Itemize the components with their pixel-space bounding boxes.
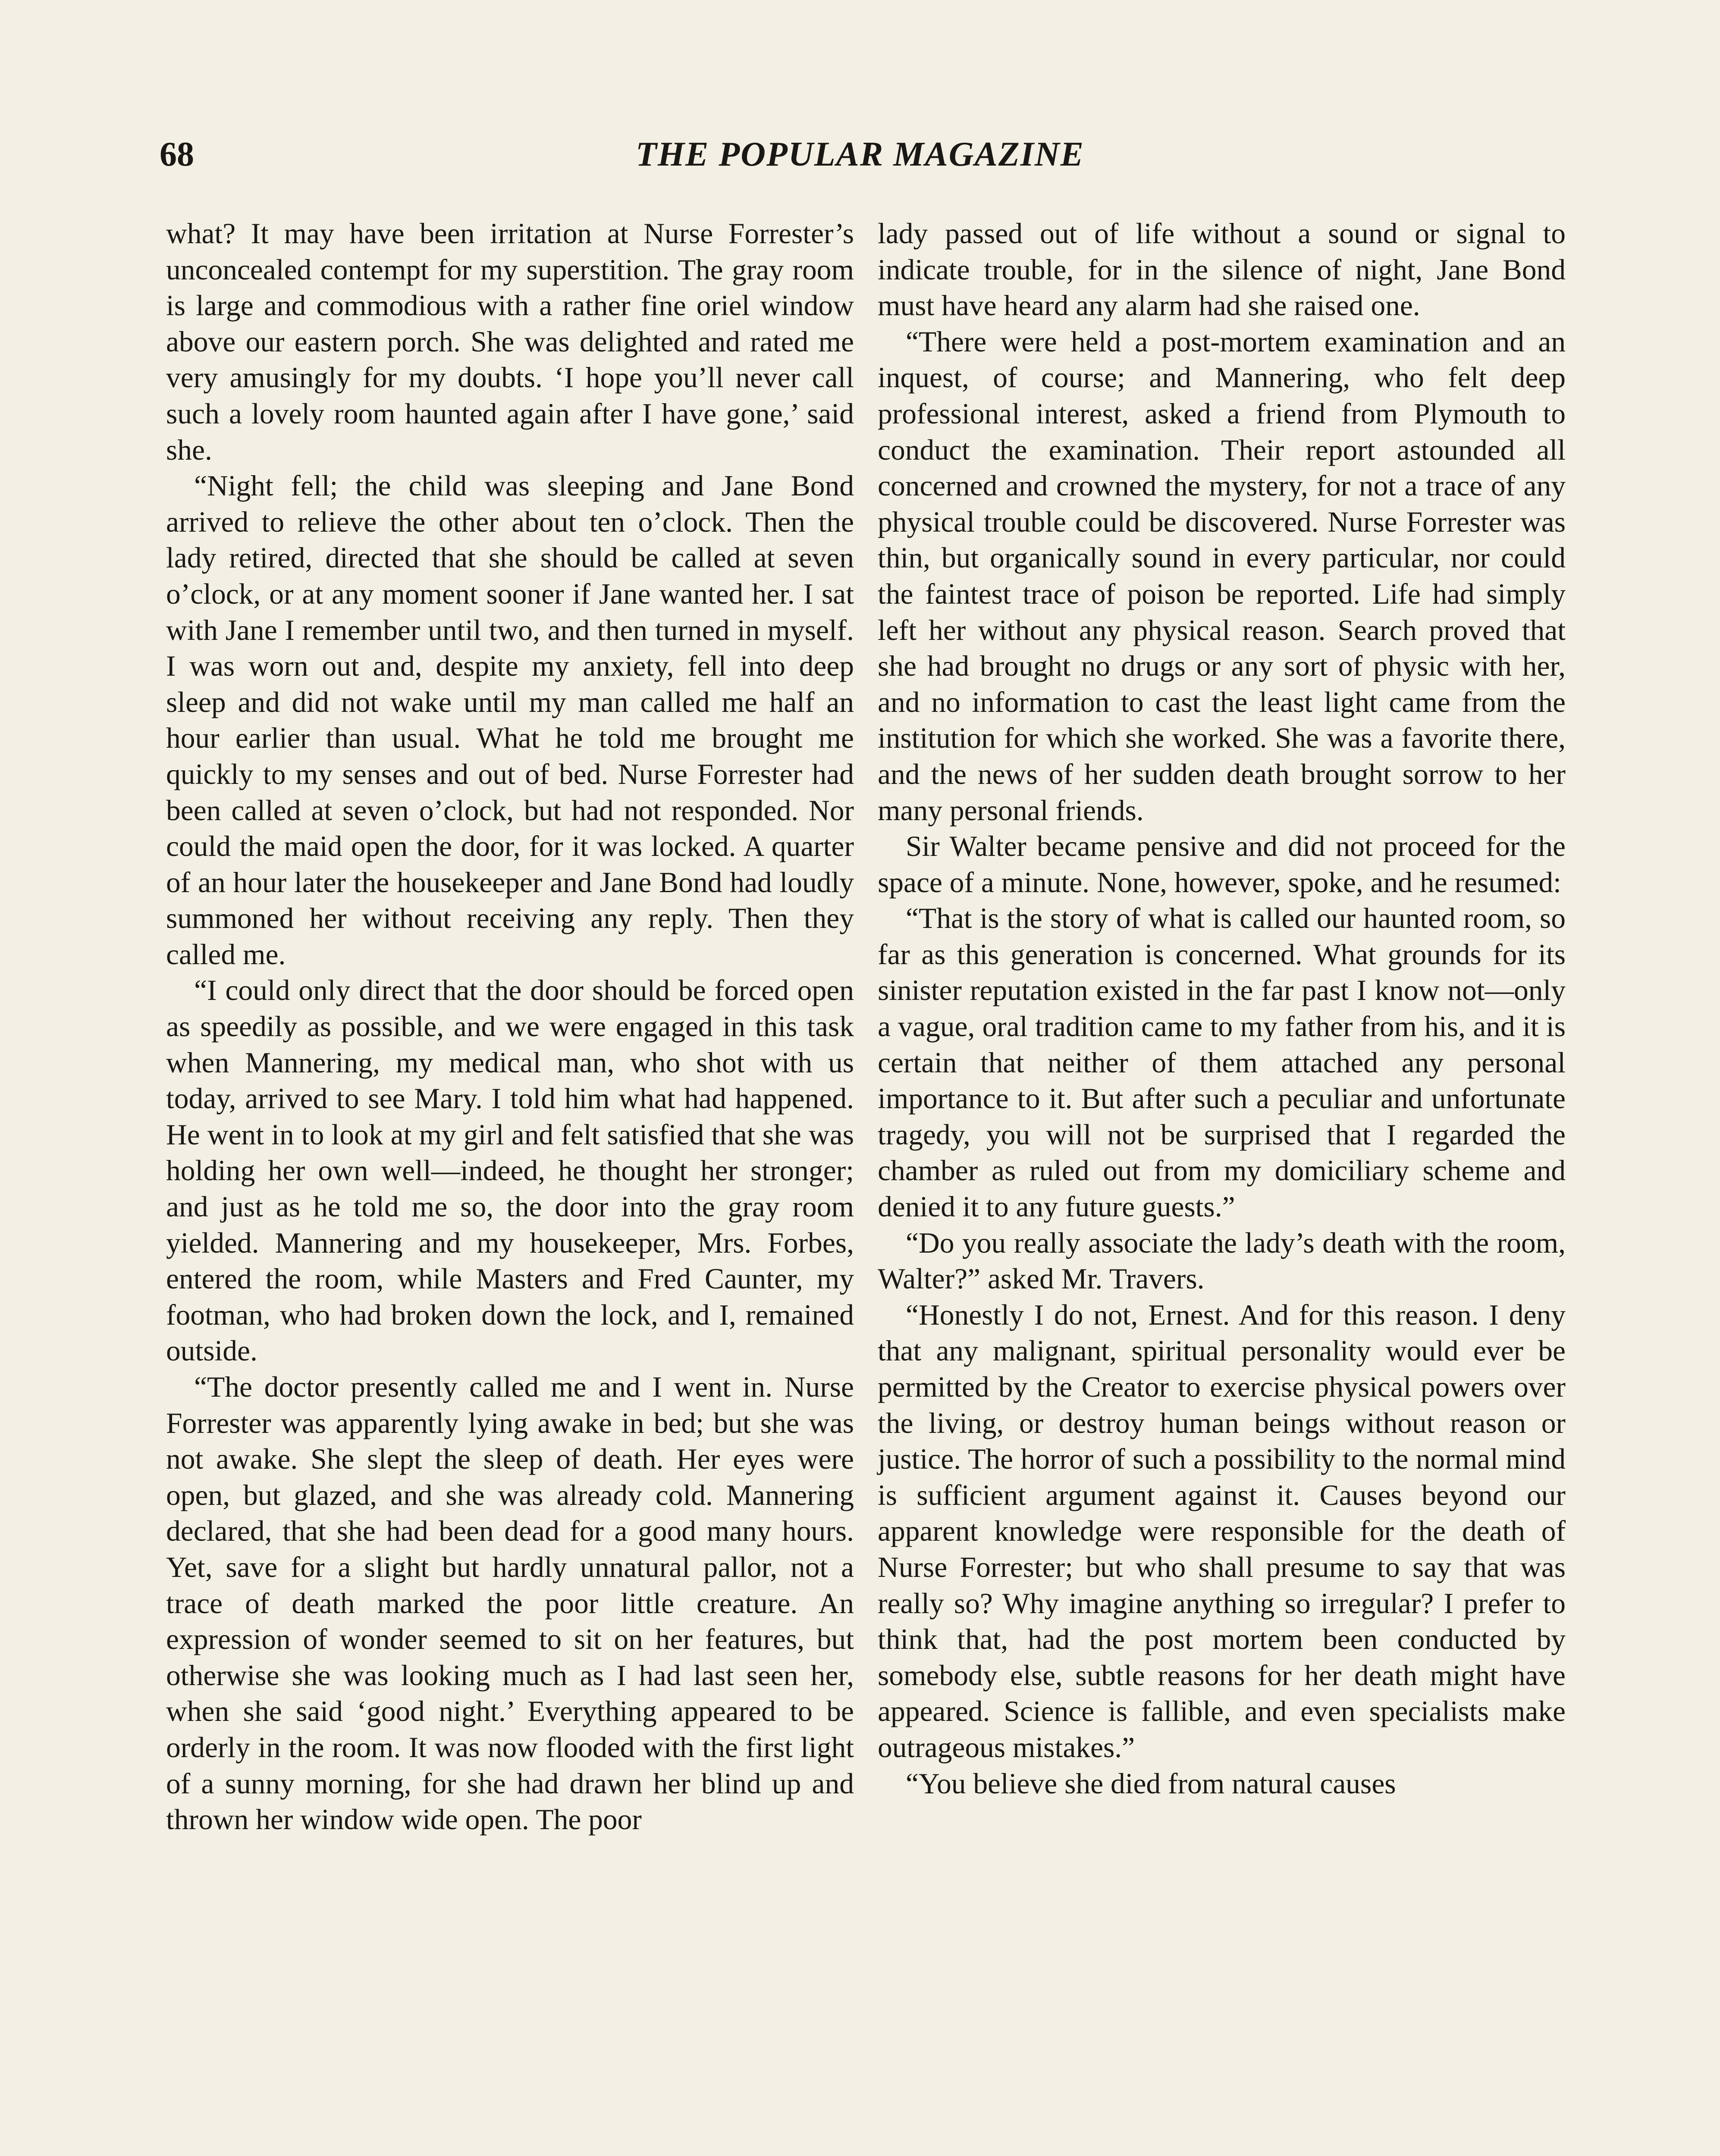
paragraph: “I could only direct that the door should be forced open as speedily as possible, and we were engaged in this task when Mannering, my medical man, who shot with us today, arrived to see Mary. I told him what had happened. He went in to look at my girl and felt satisfied that she was holding her own well—indeed, he thought her stronger; and just as he told me so, the door into the gray room yielded. Mannering and my housekeeper, Mrs. Forbes, entered the room, while Masters and Fred Caunter, my footman, who had broken down the lock, and I, remained outside. <box>166 974 854 1367</box>
paragraph: “Honestly I do not, Ernest. And for this reason. I deny that any malignant, spiritual personality would ever be permitted by the Creator to exercise physical powers over the living, or destroy human beings without reason or justice. The horror of such a possibility to the normal mind is sufficient argument against it. Causes beyond our apparent knowledge were responsible for the death of Nurse Forrester; but who shall presume to say that was really so? Why imagine anything so irregular? I prefer to think that, had the post mortem been conducted by somebody else, subtle reasons for her death might have appeared. Science is fallible, and even specialists make outrageous mistakes.” <box>878 1298 1566 1764</box>
paragraph: Sir Walter became pensive and did not proceed for the space of a minute. None, however, spoke, and he resumed: <box>878 830 1566 899</box>
running-head: THE POPULAR MAGAZINE <box>635 135 1085 173</box>
left-column <box>166 216 854 1838</box>
paragraph: “Night fell; the child was sleeping and Jane Bond arrived to relieve the other about ten o’clock. Then the lady retired, directed that she should be called at seven o’clock, or at any moment sooner if Jane wanted her. I sat with Jane I remember until two, and then turned in myself. I was worn out and, despite my anxiety, fell into deep sleep and did not wake until my man called me half an hour earlier than usual. What he told me brought me quickly to my senses and out of bed. Nurse Forrester had been called at seven o’clock, but had not responded. Nor could the maid open the door, for it was locked. A quarter of an hour later the housekeeper and Jane Bond had loudly summoned her without receiving any reply. Then they called me. <box>166 470 854 971</box>
right-column <box>878 216 1566 1802</box>
paragraph: “That is the story of what is called our haunted room, so far as this generation is concerned. What grounds for its sinister reputation existed in the far past I know not—only a vague, oral tradition came to my father from his, and it is certain that neither of them attached any personal importance to it. But after such a peculiar and unfortunate tragedy, you will not be surprised that I regarded the chamber as ruled out from my domiciliary scheme and denied it to any future guests.” <box>878 902 1566 1223</box>
page-number: 68 <box>160 135 194 173</box>
paragraph: “There were held a post-mortem examination and an inquest, of course; and Mannering, who felt deep professional interest, asked a friend from Plymouth to conduct the examination. Their report astounded all concerned and crowned the mystery, for not a trace of any physical trouble could be discovered. Nurse Forrester was thin, but organically sound in every particular, nor could the faintest trace of poison be reported. Life had simply left her without any physical reason. Search proved that she had brought no drugs or any sort of physic with her, and no information to cast the least light came from the institution for which she worked. She was a favorite there, and the news of her sudden death brought sorrow to her many personal friends. <box>878 325 1566 827</box>
paragraph: “The doctor presently called me and I went in. Nurse Forrester was apparently lying awake in bed; but she was not awake. She slept the sleep of death. Her eyes were open, but glazed, and she was already cold. Mannering declared, that she had been dead for a good many hours. Yet, save for a slight but hardly unnatural pallor, not a trace of death marked the poor little creature. An expression of wonder seemed to sit on her features, but otherwise she was looking much as I had last seen her, when she said ‘good night.’ Everything appeared to be orderly in the room. It was now flooded with the first light of a sunny morning, for she had drawn her blind up and thrown her window wide open. The poor <box>166 1371 854 1836</box>
paragraph: “You believe she died from natural causes <box>906 1767 1396 1800</box>
paragraph: what? It may have been irritation at Nurse Forrester’s unconcealed contempt for my superstition. The gray room is large and commodious with a rather fine oriel window above our eastern porch. She was delighted and rated me very amusingly for my doubts. ‘I hope you’ll never call such a lovely room haunted again after I have gone,’ said she. <box>166 217 854 466</box>
paragraph: “Do you really associate the lady’s death with the room, Walter?” asked Mr. Travers. <box>878 1226 1566 1295</box>
paragraph: lady passed out of life without a sound or signal to indicate trouble, for in the silence of night, Jane Bond must have heard any alarm had she raised one. <box>878 217 1566 322</box>
